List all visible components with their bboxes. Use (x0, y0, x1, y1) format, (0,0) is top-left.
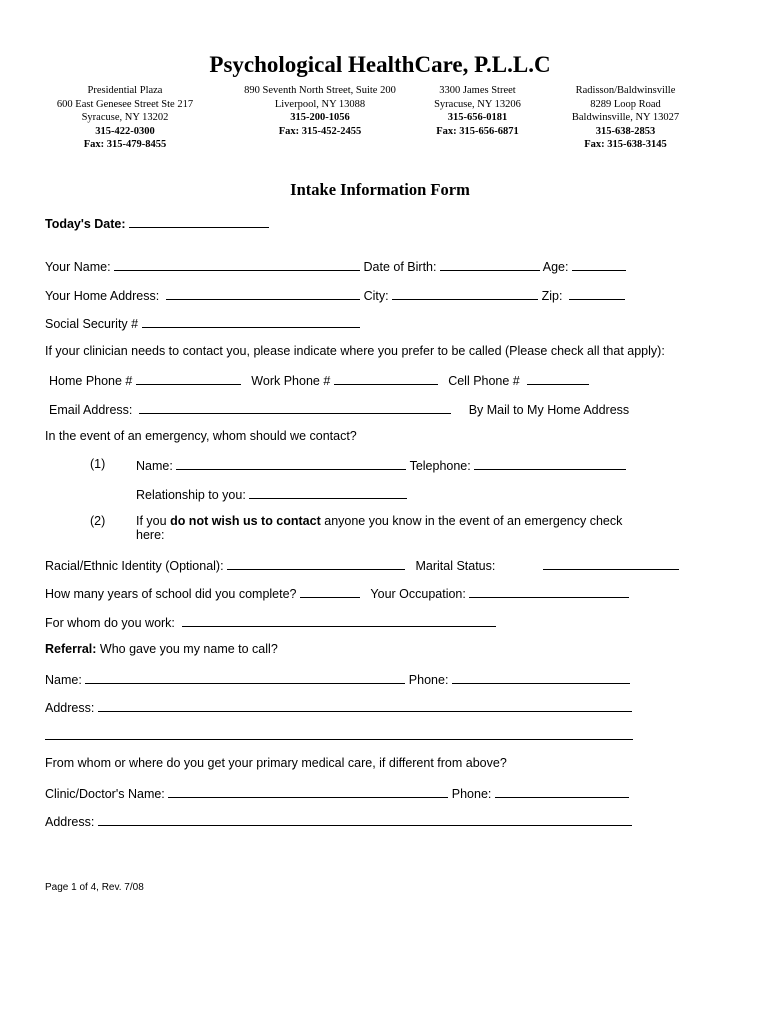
office-line: Syracuse, NY 13206 (434, 98, 521, 110)
cell-phone-field[interactable] (527, 372, 589, 385)
ssn-label: Social Security # (45, 317, 139, 331)
occupation-field[interactable] (469, 585, 629, 598)
your-name-label: Your Name: (45, 260, 111, 274)
office-phone: 315-656-0181 (447, 112, 508, 123)
primary-care-question: From whom or where do you get your primary medical care, if different from above? (45, 756, 507, 770)
employer-row (45, 614, 496, 630)
school-row (45, 585, 629, 601)
dob-label: Date of Birth: (363, 260, 437, 274)
referral-question: Who gave you my name to call? (99, 642, 278, 656)
office-presidential-plaza (45, 84, 205, 152)
emergency-name-field[interactable] (176, 457, 406, 470)
name-row (45, 258, 626, 274)
age-field[interactable] (572, 258, 626, 271)
office-line: Presidential Plaza (87, 85, 163, 96)
email-label: Email Address: (49, 403, 133, 417)
office-phone: 315-638-2853 (595, 125, 656, 137)
office-baldwinsville (553, 84, 698, 152)
emergency-name-label: Name: (136, 459, 173, 473)
relationship-row (136, 486, 407, 502)
city-field[interactable] (392, 287, 538, 300)
office-line: 890 Seventh North Street, Suite 200 (244, 85, 396, 96)
phone-row (49, 372, 589, 388)
racial-field[interactable] (227, 557, 405, 570)
office-fax: Fax: 315-638-3145 (584, 139, 667, 150)
todays-date-field[interactable] (129, 215, 269, 228)
practice-title: Psychological HealthCare, P.L.L.C (209, 52, 551, 77)
emergency-question: In the event of an emergency, whom should we contact? (45, 429, 357, 443)
referral-label: Referral: (45, 642, 97, 656)
home-address-label: Your Home Address: (45, 289, 160, 303)
relationship-label: Relationship to you: (136, 488, 246, 502)
office-line: 600 East Genesee Street Ste 217 (56, 98, 194, 110)
referral-address-line-2[interactable] (45, 739, 633, 740)
marital-label: Marital Status: (415, 559, 496, 573)
referral-name-label: Name: (45, 673, 82, 687)
clinic-phone-label: Phone: (451, 787, 492, 801)
item2-post: anyone you know in the event of an emergency check (324, 514, 623, 528)
office-line: Syracuse, NY 13202 (81, 112, 169, 123)
office-line: Liverpool, NY 13088 (274, 98, 366, 110)
school-years-field[interactable] (300, 585, 360, 598)
clinic-name-label: Clinic/Doctor's Name: (45, 787, 165, 801)
by-mail-option[interactable]: By Mail to My Home Address (468, 403, 630, 417)
page-footer: Page 1 of 4, Rev. 7/08 (45, 882, 144, 893)
office-james-street (415, 84, 540, 138)
racial-row (45, 557, 495, 573)
work-phone-field[interactable] (334, 372, 438, 385)
employer-label: For whom do you work: (45, 616, 175, 630)
your-name-field[interactable] (114, 258, 360, 271)
emergency-telephone-label: Telephone: (409, 459, 471, 473)
ssn-row (45, 315, 360, 331)
clinic-row (45, 785, 629, 801)
clinic-address-field[interactable] (98, 813, 632, 826)
clinic-address-row (45, 813, 632, 829)
referral-name-field[interactable] (85, 671, 405, 684)
referral-address-label: Address: (45, 701, 95, 715)
marital-field-wrap (543, 557, 679, 573)
office-line: 8289 Loop Road (590, 98, 661, 110)
home-address-row (45, 287, 625, 303)
todays-date-label: Today's Date: (45, 217, 126, 231)
employer-field[interactable] (182, 614, 496, 627)
occupation-label: Your Occupation: (370, 587, 466, 601)
referral-address-field[interactable] (98, 699, 632, 712)
ssn-field[interactable] (142, 315, 360, 328)
zip-field[interactable] (569, 287, 625, 300)
emergency-item-1-number: (1) (90, 457, 106, 471)
referral-address-row (45, 699, 632, 715)
school-years-label: How many years of school did you complete? (45, 587, 297, 601)
email-row (49, 401, 629, 417)
office-phone: 315-422-0300 (95, 125, 155, 137)
emergency-telephone-field[interactable] (474, 457, 626, 470)
item2-pre: If you (136, 514, 167, 528)
office-line: Radisson/Baldwinsville (575, 85, 676, 96)
referral-name-row (45, 671, 630, 687)
email-field[interactable] (139, 401, 451, 414)
dob-field[interactable] (440, 258, 540, 271)
referral-row (45, 642, 278, 656)
todays-date-row (45, 215, 269, 231)
form-title: Intake Information Form (290, 180, 470, 199)
referral-phone-label: Phone: (408, 673, 449, 687)
emergency-item-1-row (136, 457, 626, 473)
zip-label: Zip: (541, 289, 563, 303)
office-fax: Fax: 315-479-8455 (83, 139, 167, 150)
referral-phone-field[interactable] (452, 671, 630, 684)
office-line: Baldwinsville, NY 13027 (571, 112, 680, 123)
clinic-address-label: Address: (45, 815, 95, 829)
clinic-phone-field[interactable] (495, 785, 629, 798)
home-phone-field[interactable] (136, 372, 241, 385)
home-phone-label: Home Phone # (49, 374, 133, 388)
office-fax: Fax: 315-656-6871 (436, 125, 519, 137)
relationship-field[interactable] (249, 486, 407, 499)
office-fax: Fax: 315-452-2455 (278, 125, 362, 137)
marital-field[interactable] (543, 557, 679, 570)
home-address-field[interactable] (166, 287, 360, 300)
cell-phone-label: Cell Phone # (448, 374, 520, 388)
emergency-item-2-number: (2) (90, 514, 106, 528)
contact-preference-text: If your clinician needs to contact you, please indicate where you prefer to be called (Please check all that apply): (45, 344, 665, 358)
item2-bold: do not wish us to contact (170, 514, 321, 528)
office-line: 3300 James Street (439, 85, 516, 96)
clinic-name-field[interactable] (168, 785, 448, 798)
age-label: Age: (542, 260, 569, 274)
office-phone: 315-200-1056 (290, 112, 350, 123)
work-phone-label: Work Phone # (251, 374, 331, 388)
item2-here[interactable]: here: (136, 528, 165, 542)
racial-label: Racial/Ethnic Identity (Optional): (45, 559, 224, 573)
office-liverpool (225, 84, 415, 138)
emergency-item-2-text (136, 514, 622, 542)
city-label: City: (363, 289, 389, 303)
